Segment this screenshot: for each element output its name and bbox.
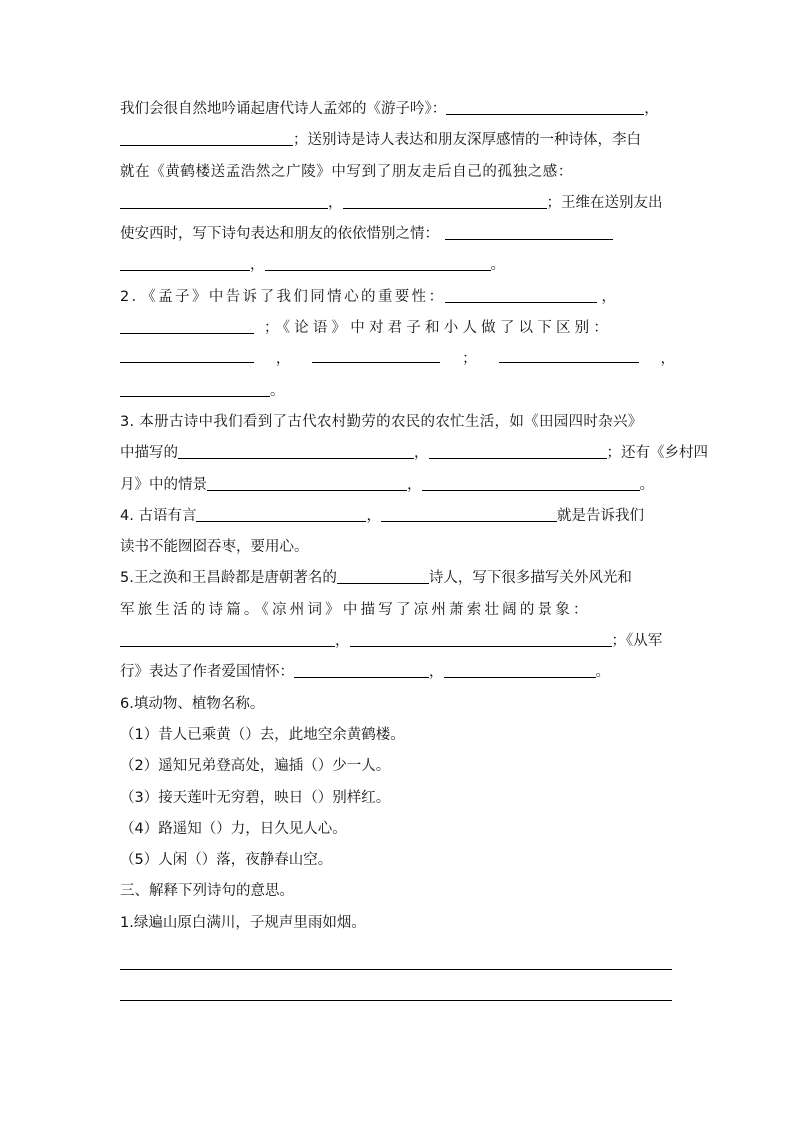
line-23 xyxy=(120,783,675,814)
text: 。 xyxy=(490,257,505,274)
text: （1）昔人已乘黄（）去，此地空余黄鹤楼。 xyxy=(120,726,405,743)
text: 4. 古语有言 xyxy=(120,507,197,524)
text: 。 xyxy=(270,382,285,399)
text: 诗人，写下很多描写关外风光和 xyxy=(428,570,632,587)
fill-blank[interactable] xyxy=(446,113,644,115)
fill-blank[interactable] xyxy=(294,676,429,678)
text: ， xyxy=(366,507,381,524)
fill-blank[interactable] xyxy=(120,269,250,271)
fill-blank[interactable] xyxy=(422,489,640,491)
text: （3）接天莲叶无穷碧，映日（）别样红。 xyxy=(120,789,391,806)
text: ， xyxy=(335,633,350,650)
text: 就是告诉我们 xyxy=(556,507,644,524)
line-15 xyxy=(120,532,675,563)
line-14 xyxy=(120,501,675,532)
fill-blank[interactable] xyxy=(120,332,254,334)
line-4 xyxy=(120,188,675,219)
fill-blank[interactable] xyxy=(337,582,429,584)
text: （5）人闲（）落，夜静春山空。 xyxy=(120,852,333,869)
text: 我们会很自然地吟诵起唐代诗人孟郊的《游子吟》： xyxy=(120,101,447,117)
line-10 xyxy=(120,376,675,407)
fill-blank[interactable] xyxy=(312,361,440,363)
fill-blank[interactable] xyxy=(429,457,607,459)
text: 中描写的 xyxy=(120,445,178,462)
answer-line-2[interactable] xyxy=(120,970,675,1001)
fill-blank[interactable] xyxy=(207,489,407,491)
text: 3. 本册古诗中我们看到了古代农村勤劳的农民的农忙生活，如《田园四时杂兴》 xyxy=(120,413,643,430)
text: 读书不能囫囵吞枣，要用心。 xyxy=(120,539,309,556)
fill-blank[interactable] xyxy=(120,395,270,397)
line-25 xyxy=(120,845,675,876)
fill-blank[interactable] xyxy=(120,361,254,363)
line-7 xyxy=(120,282,675,313)
fill-blank[interactable] xyxy=(444,676,596,678)
text: ， xyxy=(414,445,429,462)
fill-blank[interactable] xyxy=(499,361,639,363)
text: 6.填动物、植物名称。 xyxy=(120,695,265,712)
fill-blank[interactable] xyxy=(265,269,491,271)
fill-blank[interactable] xyxy=(445,301,597,303)
line-19 xyxy=(120,657,675,688)
text: 行》表达了作者爱国情怀： xyxy=(120,664,294,681)
text: ， xyxy=(429,664,444,681)
text: ， xyxy=(660,351,675,368)
line-1 xyxy=(120,94,675,125)
text: ；还有《乡村四 xyxy=(606,445,708,462)
line-2 xyxy=(120,125,675,156)
text: （4）路遥知（）力，日久见人心。 xyxy=(120,820,347,837)
line-3 xyxy=(120,157,675,188)
text: ， xyxy=(250,257,265,274)
text: ， xyxy=(328,194,343,211)
fill-blank[interactable] xyxy=(196,520,366,522)
text: 2．《孟子》中告诉了我们同情心的重要性： xyxy=(120,288,446,305)
line-16 xyxy=(120,563,675,594)
text: 三、解释下列诗句的意思。 xyxy=(120,883,294,900)
text: 使安西时，写下诗句表达和朋友的依依惜别之情： xyxy=(120,226,439,243)
fill-blank[interactable] xyxy=(343,207,547,209)
text: ；王维在送别友出 xyxy=(546,194,663,211)
text: ， xyxy=(644,101,659,117)
text: 5.王之涣和王昌龄都是唐朝著名的 xyxy=(120,570,337,587)
line-21 xyxy=(120,720,675,751)
line-8 xyxy=(120,313,675,344)
line-6 xyxy=(120,250,675,281)
text: 军旅生活的诗篇。《凉州词》中描写了凉州萧索壮阔的景象： xyxy=(120,601,591,618)
answer-rule xyxy=(120,1000,672,1001)
fill-blank[interactable] xyxy=(178,457,414,459)
line-24 xyxy=(120,814,675,845)
line-12 xyxy=(120,438,708,469)
text: ， xyxy=(407,476,422,493)
fill-blank[interactable] xyxy=(445,238,613,240)
line-13 xyxy=(120,470,675,501)
fill-blank[interactable] xyxy=(120,645,335,647)
fill-blank[interactable] xyxy=(381,520,557,522)
text: 。 xyxy=(639,476,654,493)
answer-line-1[interactable] xyxy=(120,939,675,970)
text: ；《从军 xyxy=(611,633,663,650)
line-20 xyxy=(120,689,675,720)
text: 1.绿遍山原白满川，子规声里雨如烟。 xyxy=(120,914,366,931)
line-22 xyxy=(120,751,675,782)
fill-blank[interactable] xyxy=(350,645,612,647)
line-5 xyxy=(120,219,675,250)
fill-blank[interactable] xyxy=(120,144,293,146)
line-26 xyxy=(120,876,675,907)
line-11 xyxy=(120,407,675,438)
text: ， xyxy=(275,351,291,368)
line-9 xyxy=(120,344,675,375)
text: ， xyxy=(601,288,619,305)
line-18 xyxy=(120,626,675,657)
text: ；《论语》中对君子和小人做了以下区别： xyxy=(264,320,613,337)
line-17 xyxy=(120,595,675,626)
text: 月》中的情景 xyxy=(120,476,207,493)
text: ； xyxy=(462,351,477,368)
text: 就在《黄鹤楼送孟浩然之广陵》中写到了朋友走后自己的孤独之感： xyxy=(120,163,573,180)
text: 。 xyxy=(595,664,610,681)
fill-blank[interactable] xyxy=(120,207,328,209)
worksheet-page xyxy=(120,94,708,1001)
line-27 xyxy=(120,908,675,939)
text: ；送别诗是诗人表达和朋友深厚感情的一种诗体，李白 xyxy=(293,132,641,149)
text: （2）遥知兄弟登高处，遍插（）少一人。 xyxy=(120,758,391,775)
